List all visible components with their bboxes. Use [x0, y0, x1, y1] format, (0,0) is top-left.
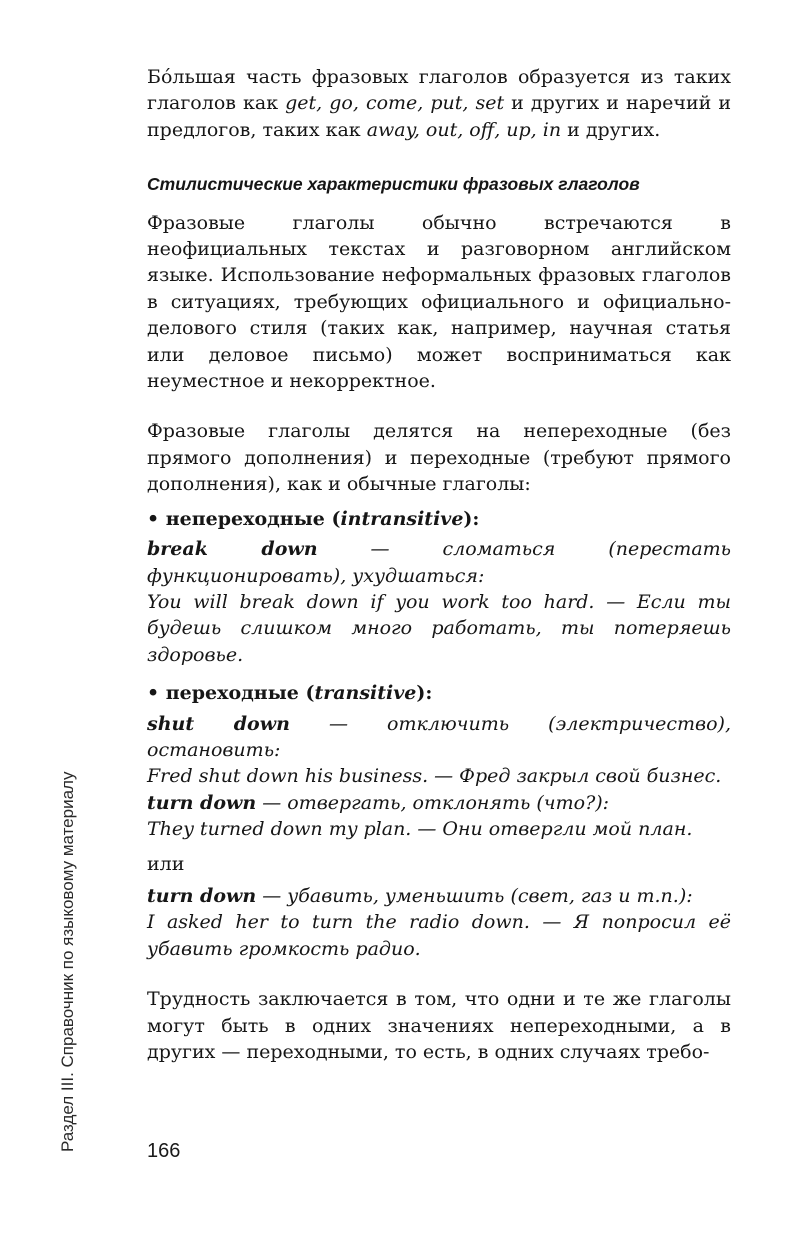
- entry-verb: shut down: [147, 712, 290, 735]
- stylistic-paragraph: Фразовые глаголы обычно встречаются в неофициальных текстах и разговорном английском языке. Использование неформальных фразовых глаголов в ситуациях, требующих официального и официально-делового стиля (таких как, например, научная статья или деловое письмо) может восприниматься как неуместное и некорректное.: [147, 211, 731, 393]
- intro-particles: away, out, off, up, in: [366, 118, 562, 141]
- transitive-bullet-text: • переходные (: [147, 682, 315, 705]
- example-turn-down-lower: I asked her to turn the radio down. — Я попросил её убавить громкость радио.: [147, 911, 731, 960]
- intransitive-bullet: [147, 506, 731, 532]
- transitive-bullet-close: ):: [416, 682, 433, 705]
- entry-verb: turn down: [147, 884, 257, 907]
- section-heading: Стилистические характеристики фразовых глаголов: [147, 174, 640, 195]
- example-turn-down-reject: They turned down my plan. — Они отвергли мой план.: [147, 818, 693, 841]
- entry-turn-down-reject: [147, 790, 731, 816]
- intro-verbs: get, go, come, put, set: [285, 92, 505, 115]
- page-content: [147, 64, 731, 1065]
- intro-text-3: и других.: [561, 118, 661, 141]
- intro-paragraph: [147, 64, 731, 143]
- intransitive-bullet-text: • непереходные (: [147, 507, 341, 530]
- intro-text-1: Бóльшая часть фразовых глаголов образуется из таких глаголов как: [147, 66, 731, 115]
- transitive-bullet: [147, 680, 731, 706]
- final-paragraph: Трудность заключается в том, что одни и те же глаголы могут быть в одних значениях непереходными, а в других — переходными, то есть, в одних случаях требо-: [147, 988, 731, 1063]
- entry-verb: turn down: [147, 791, 257, 814]
- transitive-term: transitive: [314, 682, 417, 705]
- entry-shut-down: [147, 711, 731, 764]
- division-paragraph: Фразовые глаголы делятся на непереходные (без прямого дополнения) и переходные (требуют прямого дополнения), как и обычные глаголы:: [147, 420, 731, 496]
- intro-text-2: и других и наречий и предлогов, таких как: [147, 92, 732, 141]
- entry-definition: — убавить, уменьшить (свет, газ и т.п.):: [256, 884, 693, 907]
- example-break-down: You will break down if you work too hard. — Если ты будешь слишком много работать, ты потеряешь здоровье.: [147, 590, 731, 666]
- entry-turn-down-lower: [147, 883, 731, 909]
- entry-verb: break down: [147, 538, 318, 561]
- entry-definition: — отвергать, отклонять (что?):: [256, 791, 610, 814]
- page-number: 166: [147, 1140, 181, 1162]
- entry-definition: — отключить (электричество), остановить:: [147, 712, 731, 761]
- example-shut-down: Fred shut down his business. — Фред закрыл свой бизнес.: [147, 765, 722, 788]
- intransitive-term: intransitive: [340, 507, 464, 530]
- entry-definition: — сломаться (перестать функционировать), ухудшаться:: [147, 538, 732, 587]
- entry-break-down: [147, 536, 731, 589]
- intransitive-bullet-close: ):: [463, 507, 480, 530]
- or-word: или: [147, 852, 185, 875]
- section-side-label: Раздел III. Справочник по языковому материалу: [58, 771, 77, 1152]
